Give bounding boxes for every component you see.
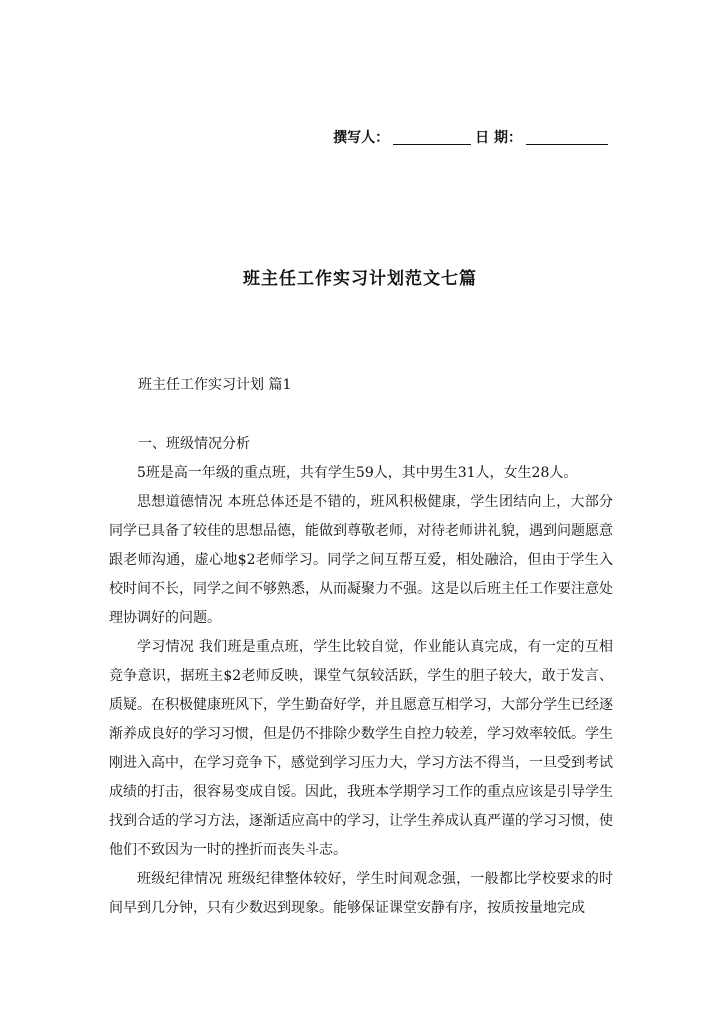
date-label: 日 期： bbox=[475, 130, 522, 146]
author-blank bbox=[393, 130, 471, 145]
paragraph-study: 学习情况 我们班是重点班，学生比较自觉，作业能认真完成，有一定的互相竞争意识，据班主$2老师反映，课堂气氛较活跃，学生的胆子较大，敢于发言、质疑。在积极健康班风下，学生勤奋好学，并且愿意互相学习，大部分学生已经逐渐养成良好的学习习惯，但是仍不排除少数学生自控力较差，学习效率较低。学生刚进入高中，在学习竞争下，感觉到学习压力大，学习方法不得当，一旦受到考试成绩的打击，很容易变成自馁。因此，我班本学期学习工作的重点应该是引导学生找到合适的学习方法，逐渐适应高中的学习，让学生养成认真严谨的学习习惯，使他们不致因为一时的挫折而丧失斗志。 bbox=[109, 639, 613, 858]
paragraph-discipline: 班级纪律情况 班级纪律整体较好，学生时间观念强，一般都比学校要求的时间早到几分钟，只有少数迟到现象。能够保证课堂安静有序，按质按量地完成 bbox=[109, 871, 613, 916]
author-date-line bbox=[333, 127, 612, 147]
paragraph-moral: 思想道德情况 本班总体还是不错的，班风积极健康，学生团结向上，大部分同学已具备了较佳的思想品德，能做到尊敬老师，对待老师讲礼貌，遇到问题愿意跟老师沟通，虚心地$2老师学习。同学之间互帮互爱，相处融洽，但由于学生入校时间不长，同学之间不够熟悉，从而凝聚力不强。这是以后班主任工作要注意处理协调好的问题。 bbox=[109, 494, 613, 626]
date-blank bbox=[526, 130, 608, 145]
body-text bbox=[109, 459, 613, 923]
document-subtitle: 班主任工作实习计划 篇1 bbox=[138, 377, 292, 393]
section-heading: 一、班级情况分析 bbox=[138, 436, 250, 452]
document-title: 班主任工作实习计划范文七篇 bbox=[243, 269, 477, 289]
paragraph-class-summary: 5班是高一年级的重点班，共有学生59人，其中男生31人，女生28人。 bbox=[137, 465, 578, 481]
author-label: 撰写人： bbox=[333, 130, 390, 146]
